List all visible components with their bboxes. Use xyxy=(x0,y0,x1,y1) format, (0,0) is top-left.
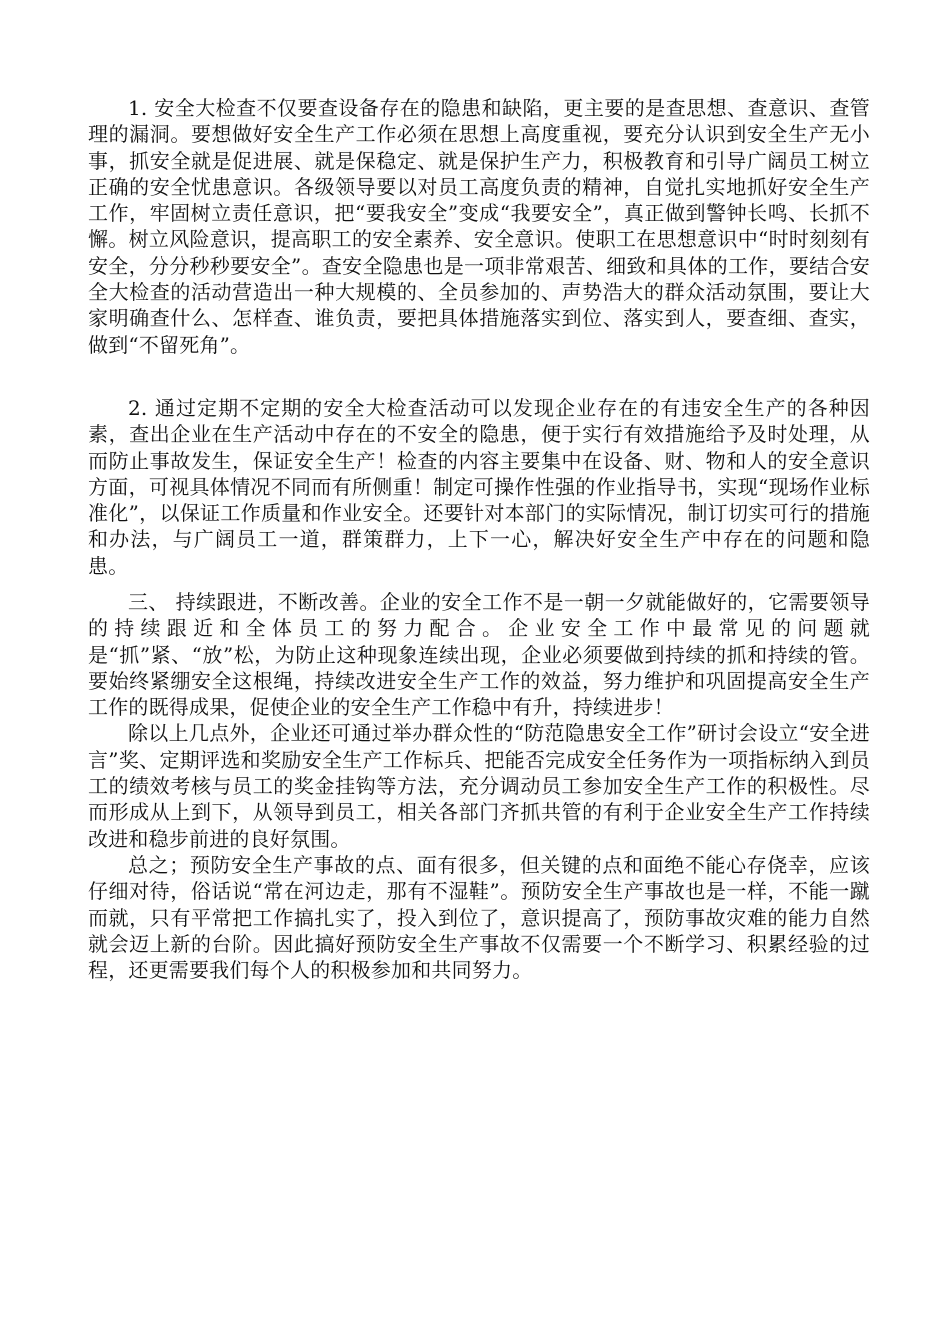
paragraph-regular-inspection: 2. 通过定期不定期的安全大检查活动可以发现企业存在的有违安全生产的各种因素，查出企业在生产活动中存在的不安全的隐患，便于实行有效措施给予及时处理，从而防止事故发生，保证安全生产！检查的内容主要集中在设备、财、物和人的安全意识方面，可视具体情况不同而有所侧重！制定可操作性强的作业指导书，实现“现场作业标准化”，以保证工作质量和作业安全。还要针对本部门的实际情况，制订切实可行的措施和办法，与广阔员工一道，群策群力，上下一心，解决好安全生产中存在的问题和隐患。 xyxy=(88,396,870,578)
paragraph-safety-inspection: 1. 安全大检查不仅要查设备存在的隐患和缺陷，更主要的是查思想、查意识、查管理的漏洞。要想做好安全生产工作必须在思想上高度重视，要充分认识到安全生产无小事，抓安全就是促进展、就是保稳定、就是保护生产力，积极教育和引导广阔员工树立正确的安全忧患意识。各级领导要以对员工高度负责的精神，自觉扎实地抓好安全生产工作，牢固树立责任意识，把“要我安全”变成“我要安全”，真正做到警钟长鸣、长抓不懈。树立风险意识，提高职工的安全素养、安全意识。使职工在思想意识中“时时刻刻有安全，分分秒秒要安全”。查安全隐患也是一项非常艰苦、细致和具体的工作，要结合安全大检查的活动营造出一种大规模的、全员参加的、声势浩大的群众活动氛围，要让大家明确查什么、怎样查、谁负责，要把具体措施落实到位、落实到人，要查细、查实，做到“不留死角”。 xyxy=(88,96,870,357)
paragraph-conclusion: 总之；预防安全生产事故的点、面有很多，但关键的点和面绝不能心存侥幸，应该仔细对待，俗话说“常在河边走，那有不湿鞋”。预防安全生产事故也是一样，不能一蹴而就，只有平常把工作搞扎实了，投入到位了，意识提高了，预防事故灾难的能力自然就会迈上新的台阶。因此搞好预防安全生产事故不仅需要一个不断学习、积累经验的过程，还更需要我们每个人的积极参加和共同努力。 xyxy=(88,852,870,983)
paragraph-block-2 xyxy=(88,395,870,579)
paragraph-block-3 xyxy=(88,589,870,983)
paragraph-continuous-improvement: 三、 持续跟进，不断改善。企业的安全工作不是一朝一夕就能做好的，它需要领导的持续跟近和全体员工的努力配合。企业安全工作中最常见的问题就是“抓”紧、“放”松，为防止这种现象连续出现，企业必须要做到持续的抓和持续的管。要始终紧绷安全这根绳，持续改进安全生产工作的效益，努力维护和巩固提高安全生产工作的既得成果，促使企业的安全生产工作稳中有升，持续进步！ xyxy=(88,590,870,720)
paragraph-additional-measures: 除以上几点外，企业还可通过举办群众性的“防范隐患安全工作”研讨会设立“安全进言”奖、定期评选和奖励安全生产工作标兵、把能否完成安全任务作为一项指标纳入到员工的绩效考核与员工的奖金挂钩等方法，充分调动员工参加安全生产工作的积极性。尽而形成从上到下，从领导到员工，相关各部门齐抓共管的有利于企业安全生产工作持续改进和稳步前进的良好氛围。 xyxy=(88,721,870,851)
paragraph-block-1 xyxy=(88,95,870,358)
